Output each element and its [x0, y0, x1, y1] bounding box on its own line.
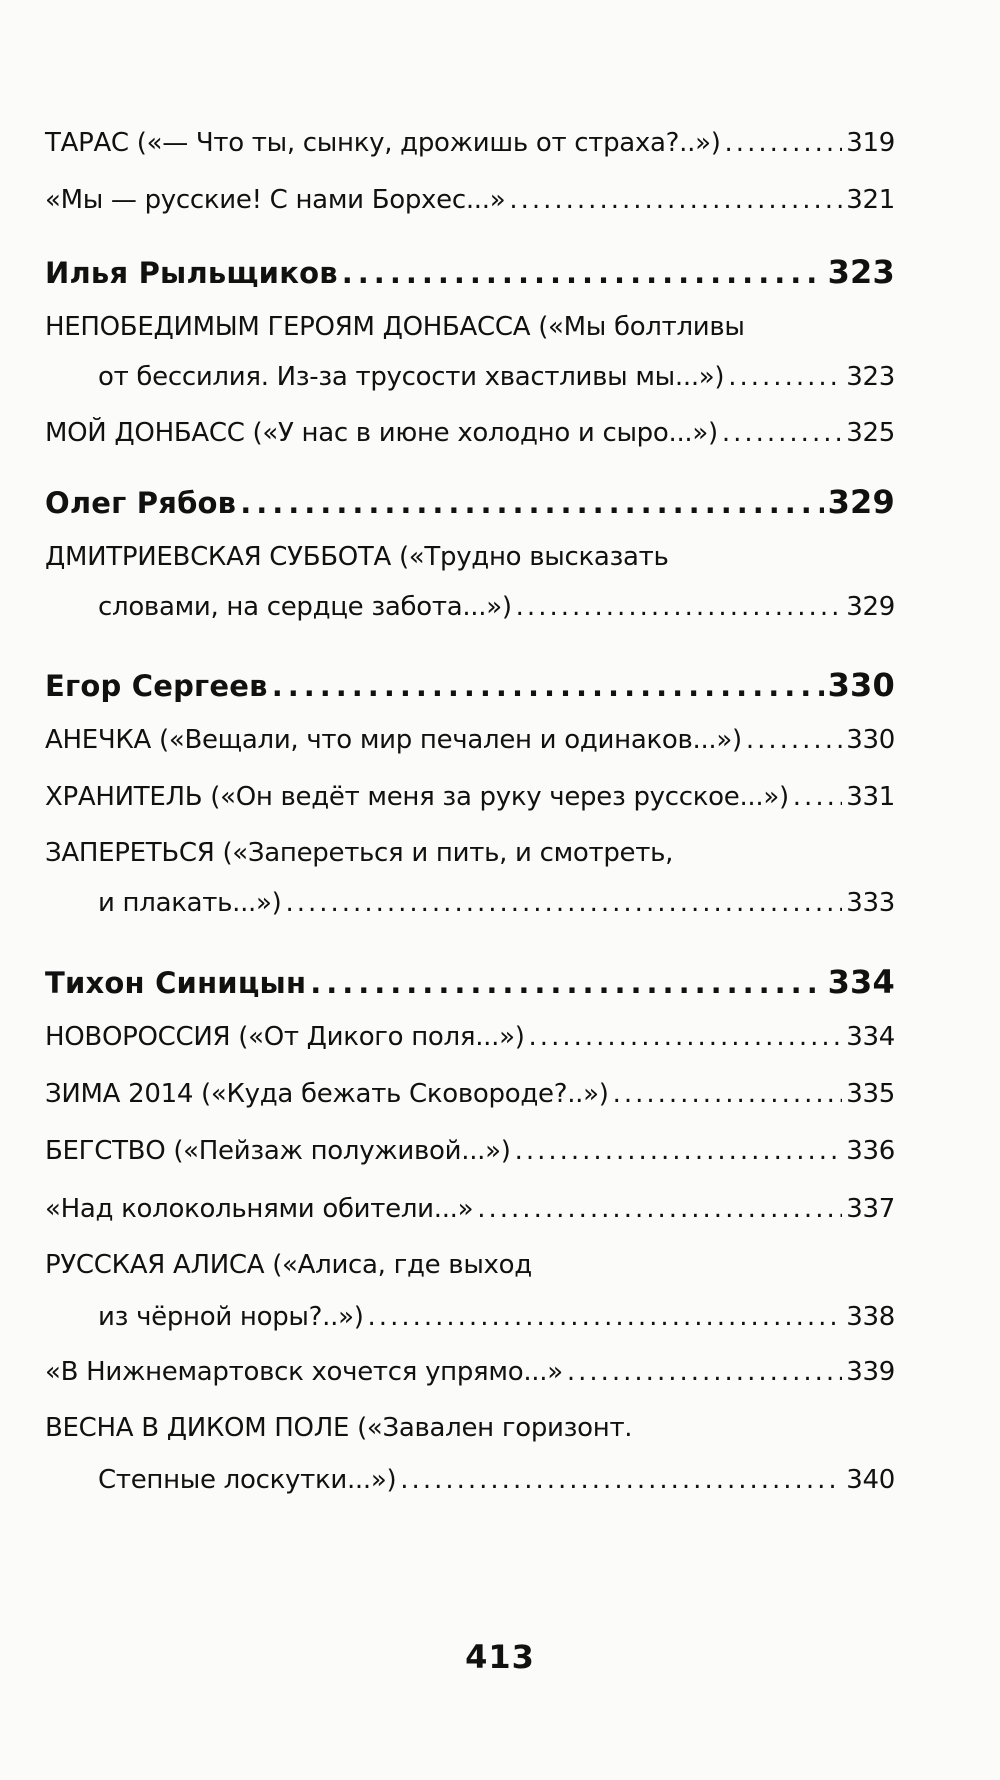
- dot-leader: [567, 1357, 842, 1387]
- toc-entry-line: [45, 1250, 532, 1280]
- page-number: 337: [846, 1194, 895, 1224]
- dot-leader: [477, 1194, 842, 1224]
- page-number: 325: [846, 418, 895, 448]
- dot-leader: [516, 592, 843, 622]
- toc-entry-line: [45, 312, 745, 342]
- dot-leader: [529, 1022, 843, 1052]
- entry-title-continued: от бессилия. Из-за трусости хвастливы мы...»): [98, 362, 725, 392]
- page-folio-number: 413: [465, 1638, 535, 1676]
- author-name: Егор Сергеев: [45, 669, 268, 703]
- author-name: Тихон Синицын: [45, 966, 307, 1000]
- dot-leader: [509, 185, 842, 215]
- toc-entry-line: [45, 838, 673, 868]
- entry-title-continued: Степные лоскутки...»): [98, 1465, 397, 1495]
- entry-title-continued: из чёрной норы?..»): [98, 1302, 364, 1332]
- dot-leader: [310, 966, 823, 1000]
- entry-title-continued: и плакать...»): [98, 888, 282, 918]
- entry-title: НЕПОБЕДИМЫМ ГЕРОЯМ ДОНБАССА («Мы болтливы: [45, 312, 745, 342]
- page-number: 334: [827, 963, 895, 1001]
- author-name: Илья Рыльщиков: [45, 256, 338, 290]
- entry-title: «Мы — русские! С нами Борхес...»: [45, 185, 506, 215]
- toc-entry-line: [45, 1136, 895, 1166]
- toc-entry-line: [45, 1413, 632, 1443]
- entry-title: НОВОРОССИЯ («От Дикого поля...»): [45, 1022, 525, 1052]
- toc-entry-line: [45, 725, 895, 755]
- dot-leader: [728, 362, 842, 392]
- page-number: 335: [846, 1079, 895, 1109]
- toc-entry-line: [45, 185, 895, 215]
- dot-leader: [515, 1136, 843, 1166]
- toc-entry-line: [45, 1194, 895, 1224]
- entry-title: РУССКАЯ АЛИСА («Алиса, где выход: [45, 1250, 532, 1280]
- dot-leader: [342, 256, 824, 290]
- dot-leader: [613, 1079, 843, 1109]
- page-number: 330: [846, 725, 895, 755]
- toc-entry-line: [98, 592, 895, 622]
- entry-title: ХРАНИТЕЛЬ («Он ведёт меня за руку через русское...»): [45, 782, 789, 812]
- page-number: 331: [846, 782, 895, 812]
- toc-entry-line: [45, 1079, 895, 1109]
- toc-entry-line: [98, 888, 895, 918]
- page-number: 319: [846, 128, 895, 158]
- dot-leader: [368, 1302, 843, 1332]
- toc-entry-line: [45, 1357, 895, 1387]
- page-number: 330: [827, 666, 895, 704]
- page-number: 329: [846, 592, 895, 622]
- toc-entry-line: [98, 362, 895, 392]
- toc-author-line: [45, 963, 895, 1001]
- dot-leader: [400, 1465, 842, 1495]
- dot-leader: [725, 128, 843, 158]
- toc-entry-line: [45, 418, 895, 448]
- page-number: 340: [846, 1465, 895, 1495]
- entry-title: БЕГСТВО («Пейзаж полуживой...»): [45, 1136, 511, 1166]
- toc-entry-line: [45, 782, 895, 812]
- page-number: 323: [827, 253, 895, 291]
- entry-title: МОЙ ДОНБАСС («У нас в июне холодно и сыро...»): [45, 418, 718, 448]
- page-number: 334: [846, 1022, 895, 1052]
- toc-author-line: [45, 666, 895, 704]
- page-number: 336: [846, 1136, 895, 1166]
- dot-leader: [746, 725, 842, 755]
- author-name: Олег Рябов: [45, 486, 237, 520]
- page-number: 338: [846, 1302, 895, 1332]
- dot-leader: [272, 669, 824, 703]
- page-number: 329: [827, 483, 895, 521]
- toc-entry-line: [98, 1465, 895, 1495]
- dot-leader: [285, 888, 842, 918]
- toc-entry-line: [45, 1022, 895, 1052]
- dot-leader: [793, 782, 842, 812]
- entry-title: ВЕСНА В ДИКОМ ПОЛЕ («Завален горизонт.: [45, 1413, 633, 1443]
- entry-title: ЗИМА 2014 («Куда бежать Сковороде?..»): [45, 1079, 609, 1109]
- entry-title-continued: словами, на сердце забота...»): [98, 592, 512, 622]
- toc-author-line: [45, 253, 895, 291]
- toc-entry-line: [45, 128, 895, 158]
- entry-title: ТАРАС («— Что ты, сынку, дрожишь от страха?..»): [45, 128, 721, 158]
- toc-author-line: [45, 483, 895, 521]
- toc-entry-line: [45, 542, 669, 572]
- entry-title: «В Нижнемартовск хочется упрямо...»: [45, 1357, 563, 1387]
- dot-leader: [240, 486, 823, 520]
- toc-entry-line: [98, 1302, 895, 1332]
- page-number: 321: [846, 185, 895, 215]
- entry-title: ДМИТРИЕВСКАЯ СУББОТА («Трудно высказать: [45, 542, 669, 572]
- page-number: 323: [846, 362, 895, 392]
- page-number: 339: [846, 1357, 895, 1387]
- page-number: 333: [846, 888, 895, 918]
- entry-title: АНЕЧКА («Вещали, что мир печален и одинаков...»): [45, 725, 742, 755]
- dot-leader: [722, 418, 842, 448]
- entry-title: ЗАПЕРЕТЬСЯ («Запереться и пить, и смотреть,: [45, 838, 674, 868]
- entry-title: «Над колокольнями обители...»: [45, 1194, 474, 1224]
